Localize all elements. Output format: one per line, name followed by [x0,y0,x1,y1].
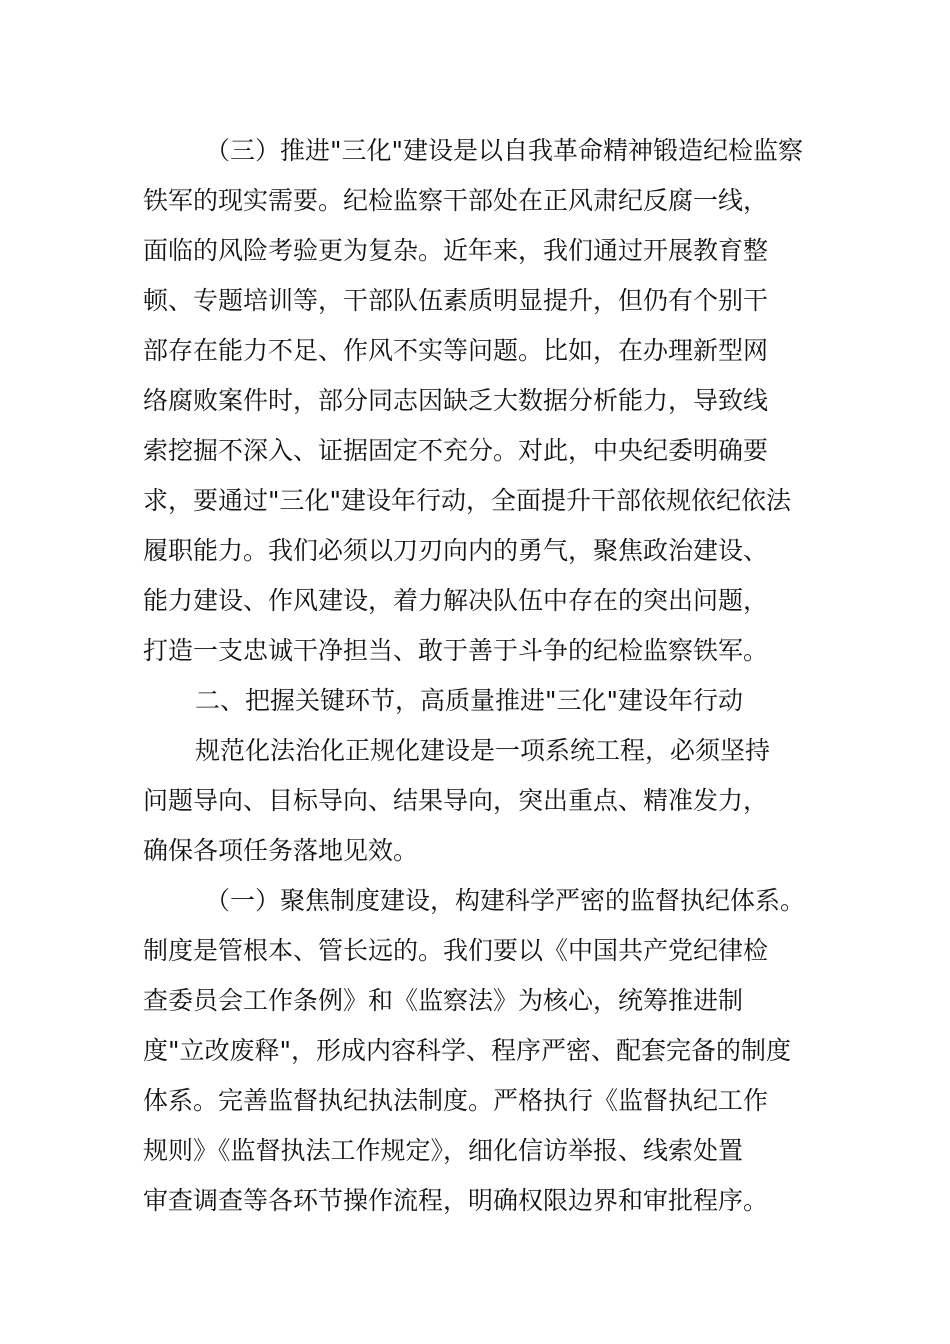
paragraph-line: 面临的风险考验更为复杂。近年来，我们通过开展教育整 [143,236,769,265]
paragraph-line: 确保各项任务落地见效。 [143,836,419,865]
paragraph-line: 规则》《监督执法工作规定》，细化信访举报、线索处置 [143,1136,744,1165]
paragraph-line: 度"立改废释"，形成内容科学、程序严密、配套完备的制度 [143,1036,792,1065]
section-heading: 二、把握关键环节，高质量推进"三化"建设年行动 [195,686,743,715]
paragraph-line: 能力建设、作风建设，着力解决队伍中存在的突出问题， [143,586,769,615]
paragraph-line: 查委员会工作条例》和《监察法》为核心，统筹推进制 [143,986,744,1015]
paragraph-heading-one: （一）聚焦制度建设，构建科学严密的监督执纪体系。 [205,886,806,915]
paragraph-line: 审查调查等各环节操作流程，明确权限边界和审批程序。 [143,1186,769,1215]
paragraph-line: 铁军的现实需要。纪检监察干部处在正风肃纪反腐一线， [143,186,769,215]
paragraph-line: 打造一支忠诚干净担当、敢于善于斗争的纪检监察铁军。 [143,636,769,665]
paragraph-line: 顿、专题培训等，干部队伍素质明显提升，但仍有个别干 [143,286,769,315]
paragraph-heading-three: （三）推进"三化"建设是以自我革命精神锻造纪检监察 [205,136,804,165]
paragraph-line: 问题导向、目标导向、结果导向，突出重点、精准发力， [143,786,769,815]
paragraph-line: 络腐败案件时，部分同志因缺乏大数据分析能力，导致线 [143,386,769,415]
paragraph-line: 制度是管根本、管长远的。我们要以《中国共产党纪律检 [143,936,769,965]
paragraph-line: 索挖掘不深入、证据固定不充分。对此，中央纪委明确要 [143,436,769,465]
paragraph-line: 体系。完善监督执纪执法制度。严格执行《监督执纪工作 [143,1086,769,1115]
paragraph-line: 部存在能力不足、作风不实等问题。比如，在办理新型网 [143,336,769,365]
paragraph-line: 求，要通过"三化"建设年行动，全面提升干部依规依纪依法 [143,486,792,515]
paragraph-line: 履职能力。我们必须以刀刃向内的勇气，聚焦政治建设、 [143,536,769,565]
paragraph-first-line: 规范化法治化正规化建设是一项系统工程，必须坚持 [195,736,771,765]
document-body [143,126,843,1226]
